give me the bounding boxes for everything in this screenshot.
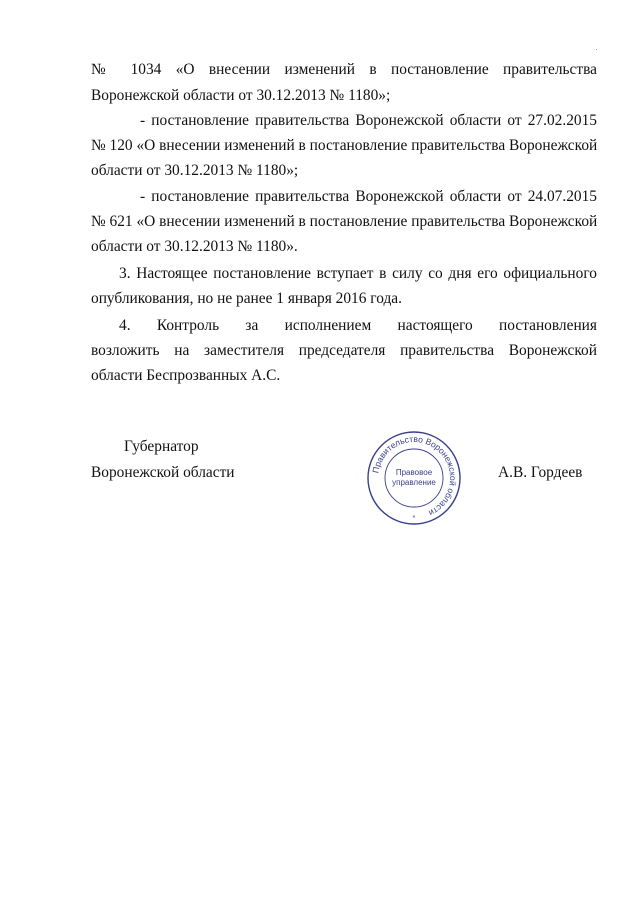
text-line-10: опубликования, но не ранее 1 января 2016 года. — [91, 290, 402, 307]
text-line-7: № 621 «О внесении изменений в постановление правительства Воронежской — [91, 213, 598, 230]
text-line-4: № 120 «О внесении изменений в постановление правительства Воронежской — [91, 137, 598, 154]
signer-name: А.В. Гордеев — [498, 464, 583, 481]
text-line-12: возложить на заместителя председателя правительства Воронежской — [91, 342, 597, 359]
text-line-8: области от 30.12.2013 № 1180». — [91, 238, 298, 255]
text-line-9: 3. Настоящее постановление вступает в силу со дня его официального — [119, 265, 597, 282]
stamp-inner-line2: управление — [392, 478, 436, 487]
text-line-2: Воронежской области от 30.12.2013 № 1180»; — [91, 87, 391, 104]
stamp-outer-text: Правительство Воронежской области — [370, 433, 459, 519]
official-stamp — [366, 430, 462, 526]
text-line-11: 4. Контроль за исполнением настоящего постановления — [119, 317, 597, 334]
text-line-6: - постановление правительства Воронежской области от 24.07.2015 — [140, 188, 597, 205]
stamp-graphic — [366, 430, 462, 526]
scan-speck — [596, 49, 597, 50]
stamp-star-icon: * — [412, 515, 416, 522]
text-line-5: области от 30.12.2013 № 1180»; — [91, 162, 299, 179]
text-line-13: области Беспрозванных А.С. — [91, 367, 281, 384]
text-line-1: № 1034 «О внесении изменений в постановление правительства — [91, 61, 597, 78]
signer-title-line2: Воронежской области — [91, 464, 235, 481]
text-line-3: - постановление правительства Воронежской области от 27.02.2015 — [140, 112, 597, 129]
signer-title-line1: Губернатор — [124, 438, 199, 455]
stamp-inner-line1: Правовое — [395, 468, 433, 477]
